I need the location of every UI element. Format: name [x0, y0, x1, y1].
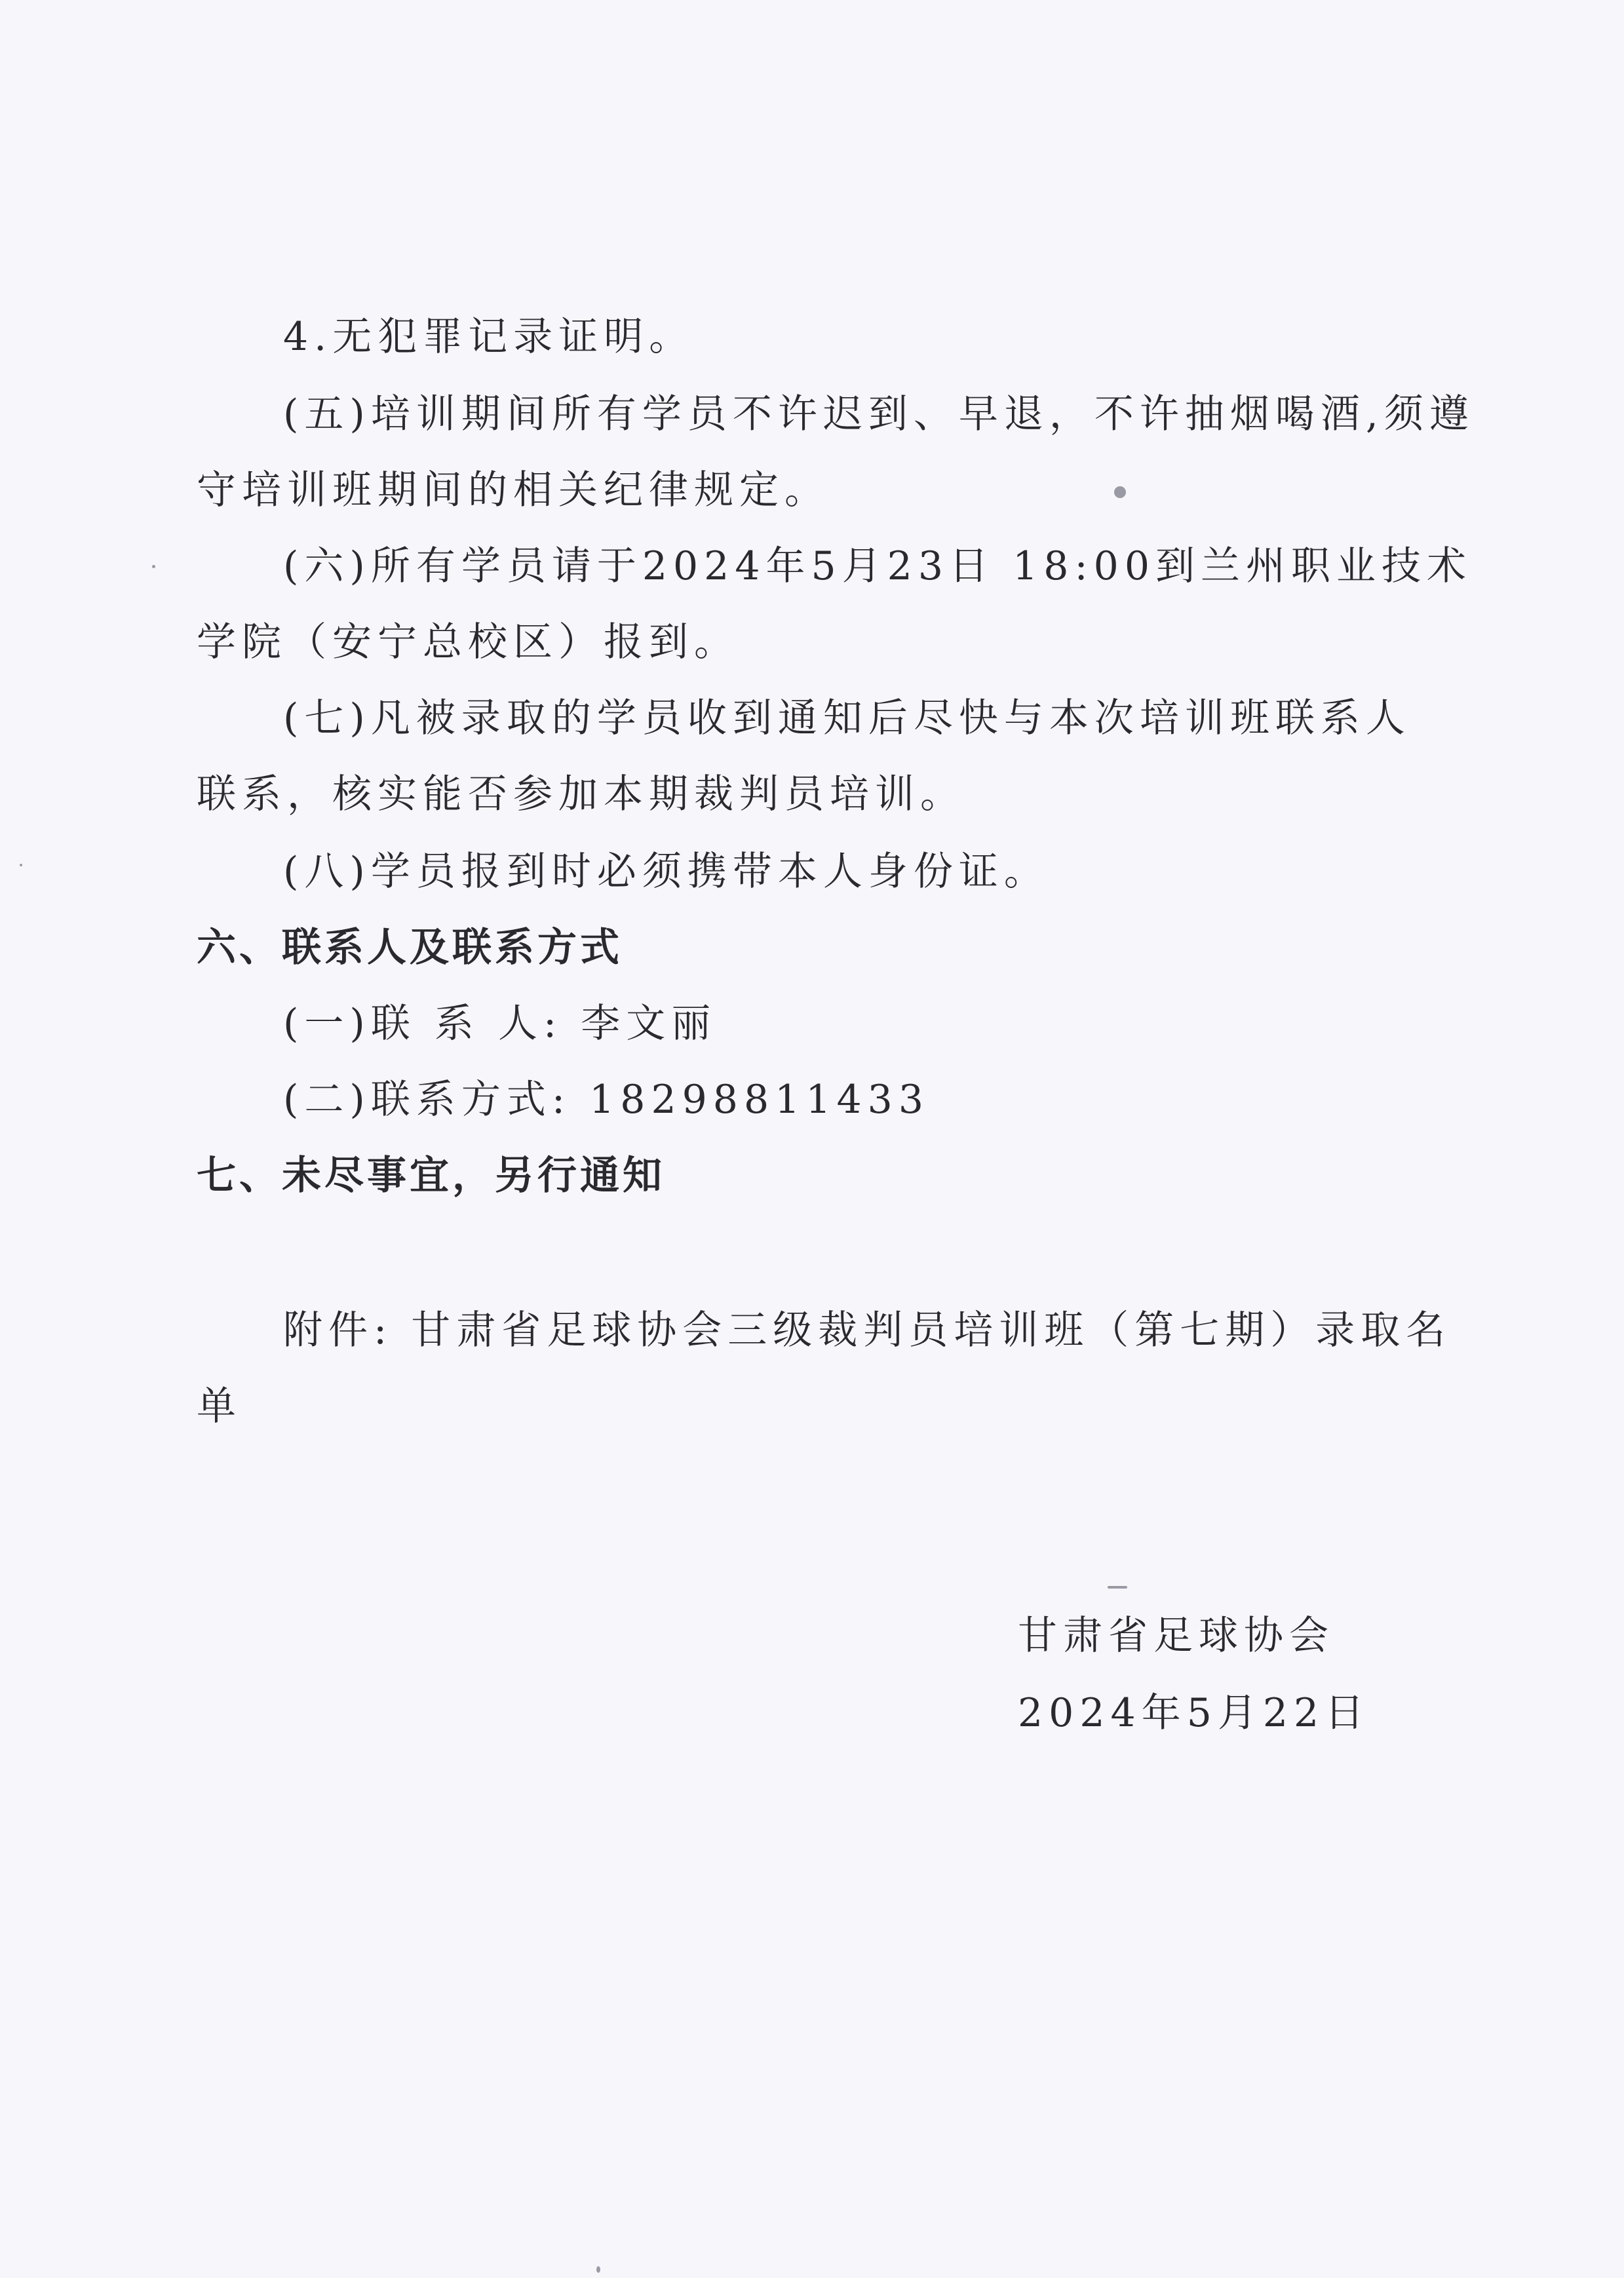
- rule-7-line-1: (七)凡被录取的学员收到通知后尽快与本次培训班联系人: [283, 695, 1411, 741]
- scan-speck: [1108, 1586, 1127, 1589]
- scan-speck: [20, 864, 22, 866]
- rule-6-line-1: (六)所有学员请于2024年5月23日 18:00到兰州职业技术: [283, 543, 1473, 589]
- rule-6-line-2: 学院（安宁总校区）报到。: [197, 619, 739, 665]
- section-heading-other: 七、未尽事宜，另行通知: [197, 1153, 665, 1199]
- signature-organization: 甘肃省足球协会: [1018, 1613, 1334, 1659]
- scan-speck: [1114, 486, 1126, 498]
- signature-date: 2024年5月22日: [1018, 1690, 1370, 1736]
- requirement-item-4: 4.无犯罪记录证明。: [283, 314, 695, 360]
- rule-5-line-2: 守培训班期间的相关纪律规定。: [197, 467, 830, 513]
- section-heading-contact: 六、联系人及联系方式: [197, 925, 623, 971]
- contact-phone: (二)联系方式: 18298811433: [283, 1077, 930, 1123]
- rule-7-line-2: 联系，核实能否参加本期裁判员培训。: [197, 771, 965, 817]
- rule-8-line: (八)学员报到时必须携带本人身份证。: [283, 849, 1049, 895]
- attachment-line-1: 附件: 甘肃省足球协会三级裁判员培训班（第七期）录取名: [283, 1307, 1452, 1353]
- scan-speck: [596, 2266, 600, 2273]
- contact-person: (一)联 系 人: 李文丽: [283, 1001, 717, 1047]
- scan-speck: [152, 565, 155, 568]
- rule-5-line-1: (五)培训期间所有学员不许迟到、早退，不许抽烟喝酒,须遵: [283, 391, 1475, 437]
- attachment-line-2: 单: [197, 1383, 242, 1429]
